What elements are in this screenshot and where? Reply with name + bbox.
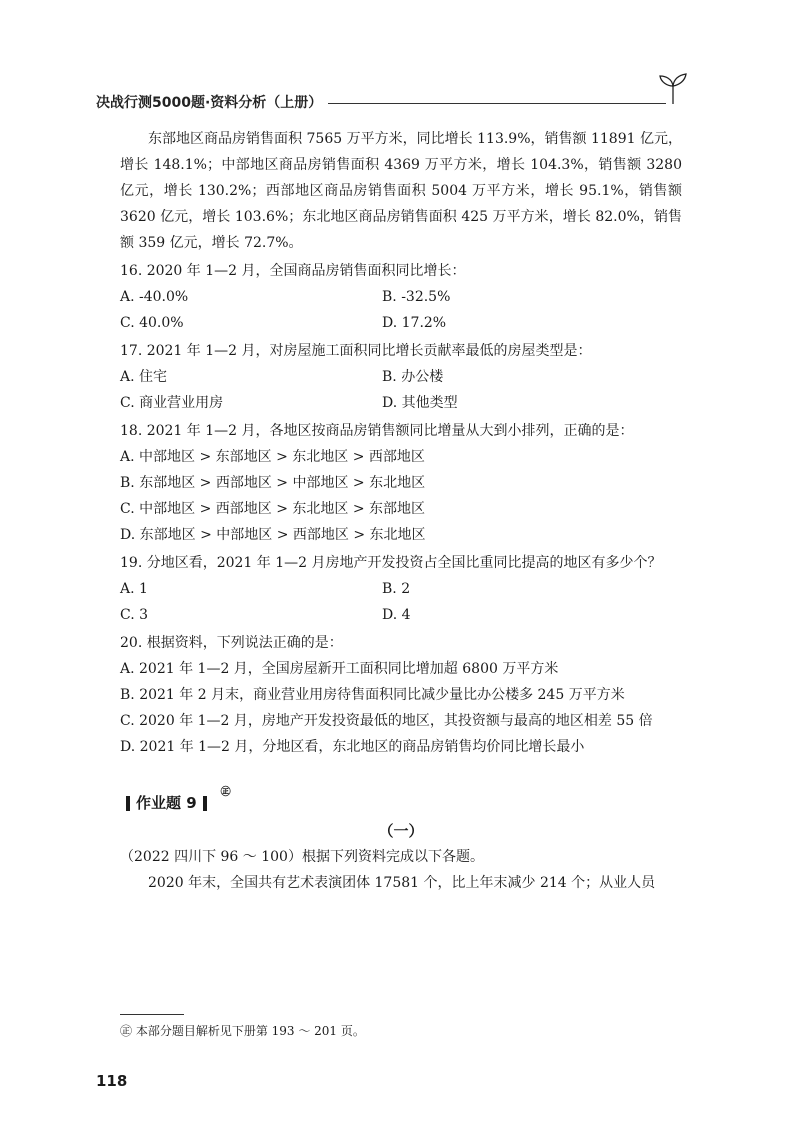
option-c: C. 40.0% [120,315,184,331]
question-18-stem: 18. 2021 年 1—2 月，各地区按商品房销售额同比增量从大到小排列，正确的是： [120,423,634,439]
footnote-marker: ㊣ [220,787,231,798]
question-16-stem: 16. 2020 年 1—2 月，全国商品房销售面积同比增长： [120,263,466,279]
question-19-options [120,576,682,628]
option-c: C. 3 [120,607,149,623]
header-rule [328,103,666,104]
option-c: C. 中部地区 > 西部地区 > 东北地区 > 东部地区 [120,501,426,517]
subsection-heading: （一） [378,822,424,840]
section-title: 作业题 9 [136,794,197,812]
option-d: D. 2021 年 1—2 月，分地区看，东北地区的商品房销售均价同比增长最小 [120,739,585,755]
footnote-rule [120,1014,184,1015]
option-b: B. 2 [382,581,411,597]
page-number: 118 [96,1072,128,1090]
sprout-icon [658,72,688,106]
option-b: B. -32.5% [382,289,451,305]
source-line: （2022 四川下 96 ～ 100）根据下列资料完成以下各题。 [120,849,484,865]
option-b: B. 东部地区 > 西部地区 > 中部地区 > 东北地区 [120,475,426,491]
heading-bar-left [126,796,130,811]
running-header [96,88,688,118]
question-16-options [120,284,682,336]
question-19-stem: 19. 分地区看，2021 年 1—2 月房地产开发投资占全国比重同比提高的地区有多少个？ [120,555,662,571]
question-20-stem: 20. 根据资料，下列说法正确的是： [120,635,343,651]
option-c: C. 2020 年 1—2 月，房地产开发投资最低的地区，其投资额与最高的地区相差 55 倍 [120,713,653,729]
intro-paragraph: 东部地区商品房销售面积 7565 万平方米，同比增长 113.9%，销售额 11891 亿元，增长 148.1%；中部地区商品房销售面积 4369 万平方米，增长 104.3%，销售额 3280 亿元，增长 130.2%；西部地区商品房销售面积 5004 万平方米，增长 95.1%，销售额 3620 亿元，增长 103.6%；东北地区商品房销售面积 425 万平方米，增长 82.0%，销售额 359 亿元，增长 72.7%。 [120,131,682,251]
question-17-options [120,364,682,416]
option-c: C. 商业营业用房 [120,395,224,411]
option-a: A. 1 [120,581,148,597]
book-title: 决战行测5000题·资料分析（上册） [96,95,323,111]
option-d: D. 17.2% [382,315,447,331]
option-d: D. 其他类型 [382,395,458,411]
page-content [120,126,682,896]
option-b: B. 2021 年 2 月末，商业营业用房待售面积同比减少量比办公楼多 245 万平方米 [120,687,625,703]
option-a: A. -40.0% [120,289,189,305]
option-d: D. 东部地区 > 中部地区 > 西部地区 > 东北地区 [120,527,426,543]
option-a: A. 中部地区 > 东部地区 > 东北地区 > 西部地区 [120,449,425,465]
section-heading [120,787,682,816]
question-17-stem: 17. 2021 年 1—2 月，对房屋施工面积同比增长贡献率最低的房屋类型是： [120,343,592,359]
option-a: A. 住宅 [120,369,168,385]
option-d: D. 4 [382,607,411,623]
section-paragraph: 2020 年末，全国共有艺术表演团体 17581 个，比上年末减少 214 个；从业人员 [148,875,656,891]
option-b: B. 办公楼 [382,369,444,385]
heading-bar-right [203,796,207,811]
footnote: ㊣ 本部分题目解析见下册第 193 ～ 201 页。 [120,1024,365,1038]
option-a: A. 2021 年 1—2 月，全国房屋新开工面积同比增加超 6800 万平方米 [120,661,559,677]
